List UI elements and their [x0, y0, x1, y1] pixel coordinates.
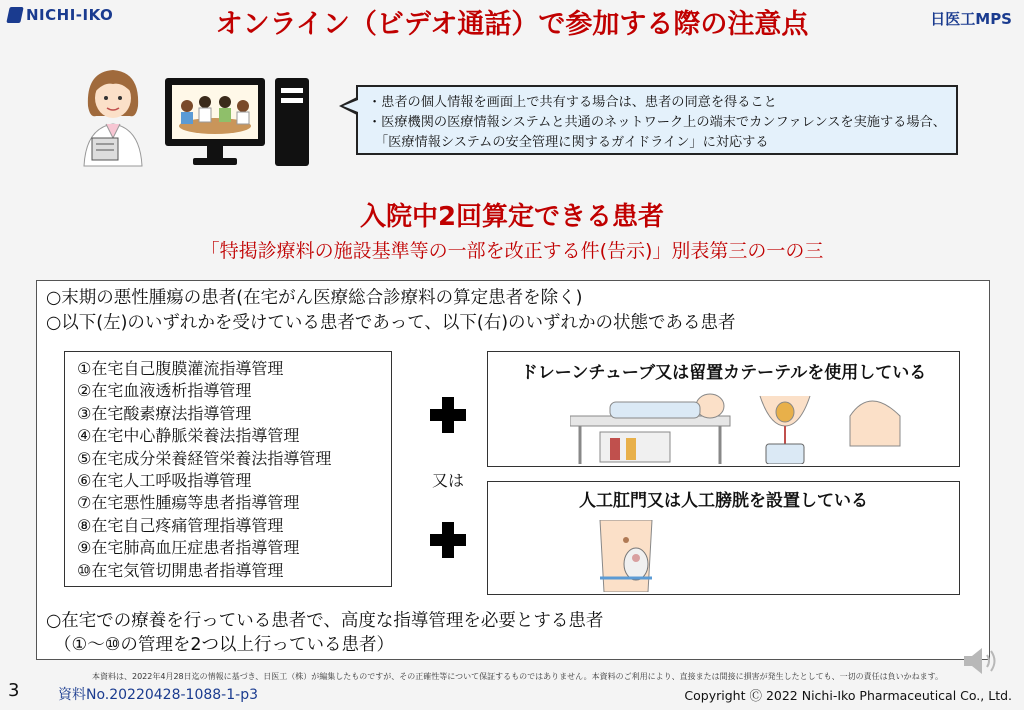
list-item: ②在宅血液透析指導管理 [77, 381, 252, 401]
stoma-label: 人工肛門又は人工膀胱を設置している [579, 491, 868, 511]
disclaimer: 本資料は、2022年4月28日迄の情報に基づき、日医工（株）が編集したものですが、その正確性等について保証するものではありません。本資料のご利用により、直接または間接に損害が発生したとしても、一切の責任は負いかねます。 [92, 672, 943, 681]
plus-icon [428, 520, 468, 560]
notes-bubble [356, 85, 958, 155]
or-label: 又は [432, 471, 465, 490]
condition-line-1: ○末期の悪性腫瘍の患者(在宅がん医療総合診療料の算定患者を除く) [46, 288, 583, 308]
brand-logo-right: 日医工MPS [930, 10, 1012, 28]
note-line-1: ・患者の個人情報を画面上で共有する場合は、患者の同意を得ること [368, 95, 777, 110]
condition-line-4: （①～⑩の管理を2つ以上行っている患者） [54, 635, 395, 655]
computer-video-call-icon [165, 78, 310, 170]
doctor-illustration-icon [78, 66, 148, 168]
stoma-illustration-icon [596, 520, 656, 592]
document-number: 資料No.20220428-1088-1-p3 [58, 687, 258, 703]
list-item: ①在宅自己腹膜灌流指導管理 [77, 359, 284, 378]
plus-icon [428, 395, 468, 435]
page-title: オンライン（ビデオ通話）で参加する際の注意点 [215, 9, 809, 40]
audio-speaker-icon[interactable] [962, 644, 1002, 678]
drain-tube-box [487, 351, 960, 467]
note-line-2: ・医療機関の医療情報システムと共通のネットワーク上の端末でカンファレンスを実施する場合、 [368, 115, 946, 130]
management-list [64, 351, 392, 587]
list-item: ⑦在宅悪性腫瘍等患者指導管理 [77, 493, 300, 513]
logo-text: NICHI-IKO [26, 6, 114, 24]
list-item: ⑨在宅肺高血圧症患者指導管理 [77, 538, 300, 558]
section-title: 入院中2回算定できる患者 [359, 202, 665, 232]
catheter-illustration-icon [570, 386, 910, 464]
stoma-box [487, 481, 960, 595]
list-item: ⑤在宅成分栄養経管栄養法指導管理 [77, 448, 332, 468]
note-line-3: 「医療情報システムの安全管理に関するガイドライン」に対応する [375, 135, 769, 150]
list-item: ⑩在宅気管切開患者指導管理 [77, 560, 284, 580]
list-item: ⑥在宅人工呼吸指導管理 [77, 471, 252, 491]
condition-line-3: ○在宅での療養を行っている患者で、高度な指導管理を必要とする患者 [46, 611, 604, 631]
list-item: ⑧在宅自己疼痛管理指導管理 [77, 515, 284, 535]
section-subtitle: 「特掲診療料の施設基準等の一部を改正する件(告示)」別表第三の一の三 [200, 240, 824, 262]
bubble-tail-inner [343, 100, 358, 112]
list-item: ④在宅中心静脈栄養法指導管理 [77, 426, 300, 446]
drain-tube-label: ドレーンチューブ又は留置カテーテルを使用している [520, 363, 927, 383]
page-number: 3 [8, 680, 20, 701]
copyright: Copyright Ⓒ 2022 Nichi-Iko Pharmaceutical Co., Ltd. [684, 688, 1012, 703]
list-item: ③在宅酸素療法指導管理 [77, 403, 252, 423]
condition-line-2: ○以下(左)のいずれかを受けている患者であって、以下(右)のいずれかの状態である患者 [46, 313, 736, 333]
